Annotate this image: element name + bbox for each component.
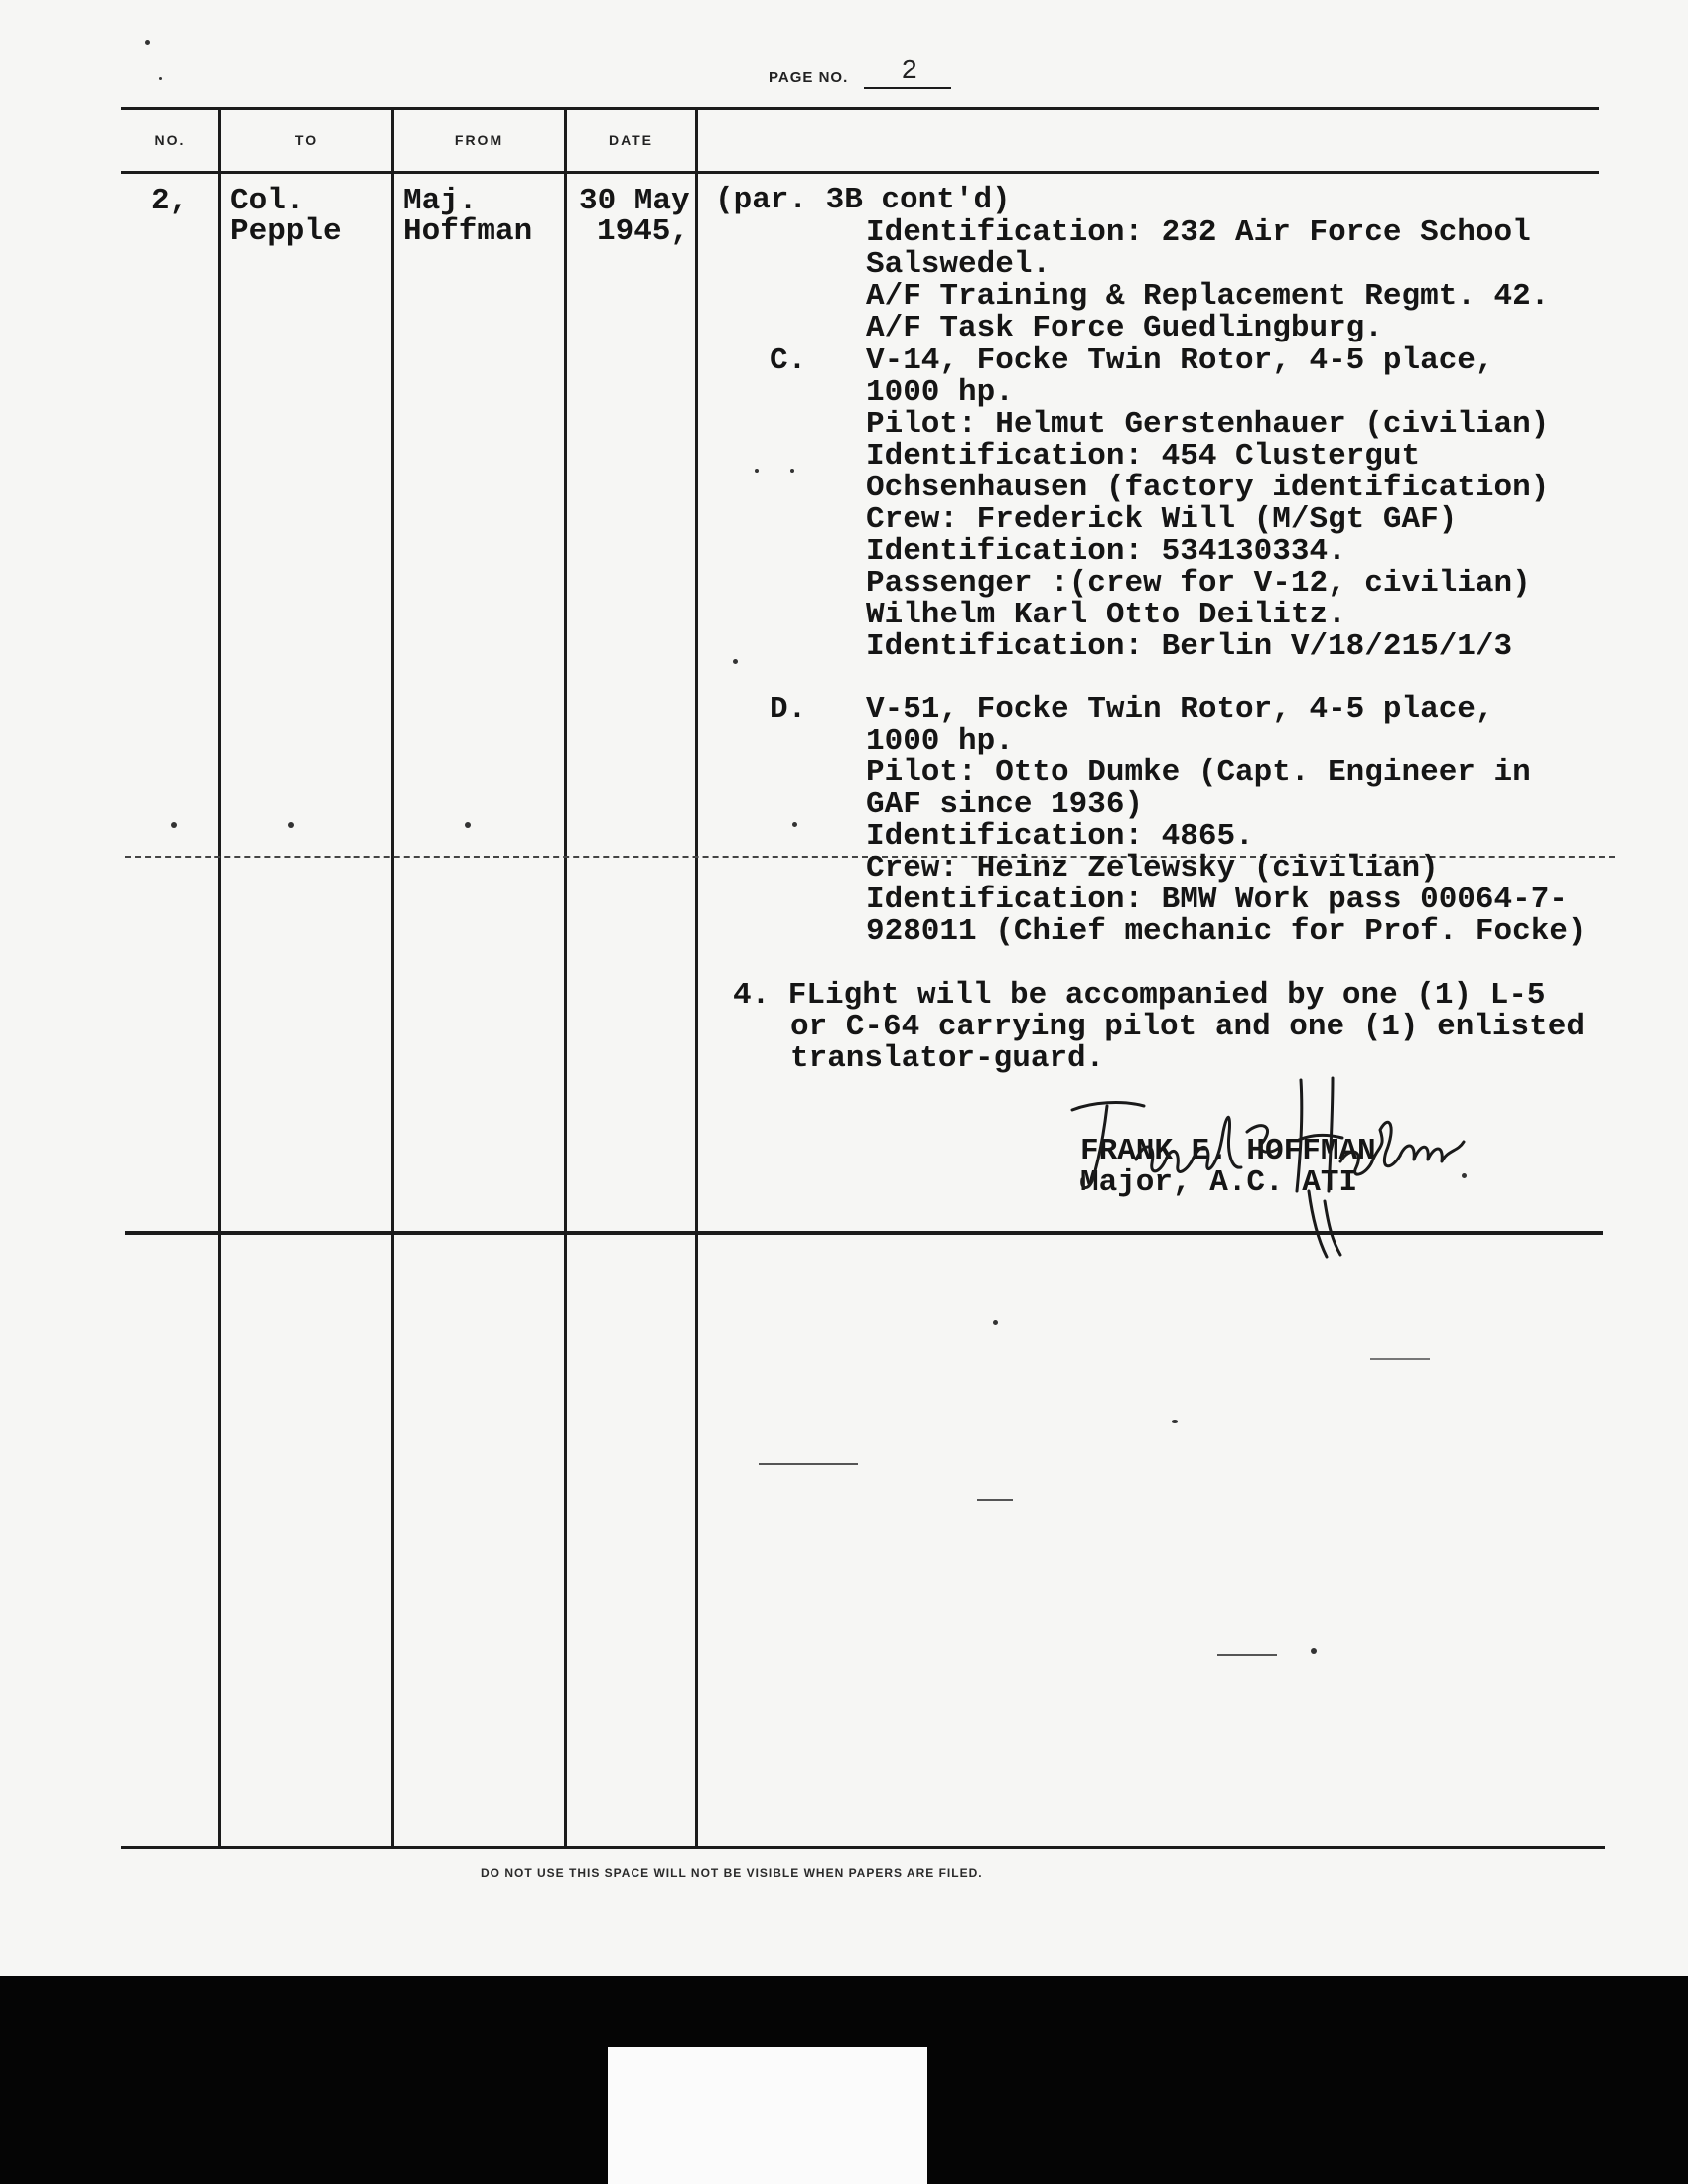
column-divider-1: [218, 107, 221, 1849]
scan-smudge: [1370, 1358, 1430, 1360]
entry-number: 2,: [151, 184, 189, 218]
scan-smudge: [759, 1463, 858, 1465]
scan-speck: [288, 822, 294, 828]
item-c-line: Pilot: Helmut Gerstenhauer (civilian): [866, 407, 1550, 442]
scan-speck: [733, 659, 738, 664]
entry-to-line-2: Pepple: [230, 214, 342, 249]
entry-to-line-1: Col.: [230, 184, 305, 218]
scan-speck: [790, 469, 794, 473]
paragraph-4-line: 4. FLight will be accompanied by one (1) L-5: [733, 978, 1546, 1013]
item-d-line: GAF since 1936): [866, 787, 1144, 822]
entry-from-line-2: Hoffman: [403, 214, 533, 249]
item-c-line: Wilhelm Karl Otto Deilitz.: [866, 598, 1346, 632]
column-divider-2: [391, 107, 394, 1849]
header-bottom-rule: [121, 171, 1599, 174]
signer-title: Major, A.C. ATI: [1080, 1165, 1358, 1200]
column-header-to: TO: [294, 132, 319, 148]
item-letter-c: C.: [770, 343, 807, 378]
scan-speck: [792, 822, 797, 827]
scan-speck: [1172, 1420, 1178, 1423]
scan-speck: [145, 40, 150, 45]
table-bottom-rule: [121, 1846, 1605, 1849]
item-d-line: Identification: BMW Work pass 00064-7-: [866, 883, 1568, 917]
column-header-no: NO.: [154, 132, 186, 148]
scan-smudge: [1217, 1654, 1277, 1656]
item-d-line: V-51, Focke Twin Rotor, 4-5 place,: [866, 692, 1494, 727]
item-c-line: Crew: Frederick Will (M/Sgt GAF): [866, 502, 1458, 537]
body-line: Salswedel.: [866, 247, 1052, 282]
item-c-line: Ochsenhausen (factory identification): [866, 471, 1550, 505]
item-c-line: Identification: Berlin V/18/215/1/3: [866, 629, 1513, 664]
scan-speck: [171, 822, 177, 828]
paragraph-4-line: or C-64 carrying pilot and one (1) enlisted: [790, 1010, 1585, 1044]
column-divider-3: [564, 107, 567, 1849]
item-d-line: Crew: Heinz Zelewsky (civilian): [866, 851, 1439, 886]
scan-speck: [1462, 1173, 1467, 1178]
page-number: 2: [902, 54, 917, 84]
item-d-line: 1000 hp.: [866, 724, 1014, 758]
handwritten-signature: [1053, 1072, 1470, 1261]
entry-date-line-1: 30 May: [579, 184, 690, 218]
scan-smudge: [977, 1499, 1013, 1501]
table-top-rule: [121, 107, 1599, 110]
body-line: A/F Task Force Guedlingburg.: [866, 311, 1383, 345]
item-c-line: Identification: 454 Clustergut: [866, 439, 1421, 474]
scan-speck: [1311, 1648, 1317, 1654]
item-c-line: Passenger :(crew for V-12, civilian): [866, 566, 1531, 601]
entry-date-line-2: 1945,: [597, 214, 690, 249]
column-divider-4: [695, 107, 698, 1849]
column-header-from: FROM: [454, 132, 504, 148]
scan-white-tab: [608, 2047, 927, 2184]
item-c-line: V-14, Focke Twin Rotor, 4-5 place,: [866, 343, 1494, 378]
entry-from-line-1: Maj.: [403, 184, 478, 218]
item-c-line: Identification: 534130334.: [866, 534, 1346, 569]
page-number-underline: [864, 87, 951, 89]
item-d-line: Pilot: Otto Dumke (Capt. Engineer in: [866, 755, 1531, 790]
paragraph-continuation: (par. 3B cont'd): [715, 183, 1011, 217]
footer-instruction: DO NOT USE THIS SPACE WILL NOT BE VISIBLE WHEN PAPERS ARE FILED.: [481, 1866, 983, 1880]
page-number-label: PAGE NO.: [769, 69, 849, 86]
scan-speck: [159, 77, 162, 80]
item-c-line: 1000 hp.: [866, 375, 1014, 410]
scan-speck: [465, 822, 471, 828]
signer-name: FRANK E. HOFFMAN: [1080, 1134, 1376, 1168]
scan-speck: [993, 1320, 998, 1325]
body-line: Identification: 232 Air Force School: [866, 215, 1531, 250]
body-line: A/F Training & Replacement Regmt. 42.: [866, 279, 1550, 314]
item-letter-d: D.: [770, 692, 807, 727]
column-header-date: DATE: [608, 132, 654, 148]
item-d-line: Identification: 4865.: [866, 819, 1254, 854]
item-d-line: 928011 (Chief mechanic for Prof. Focke): [866, 914, 1587, 949]
scan-speck: [755, 469, 759, 473]
paragraph-4-line: translator-guard.: [790, 1041, 1105, 1076]
